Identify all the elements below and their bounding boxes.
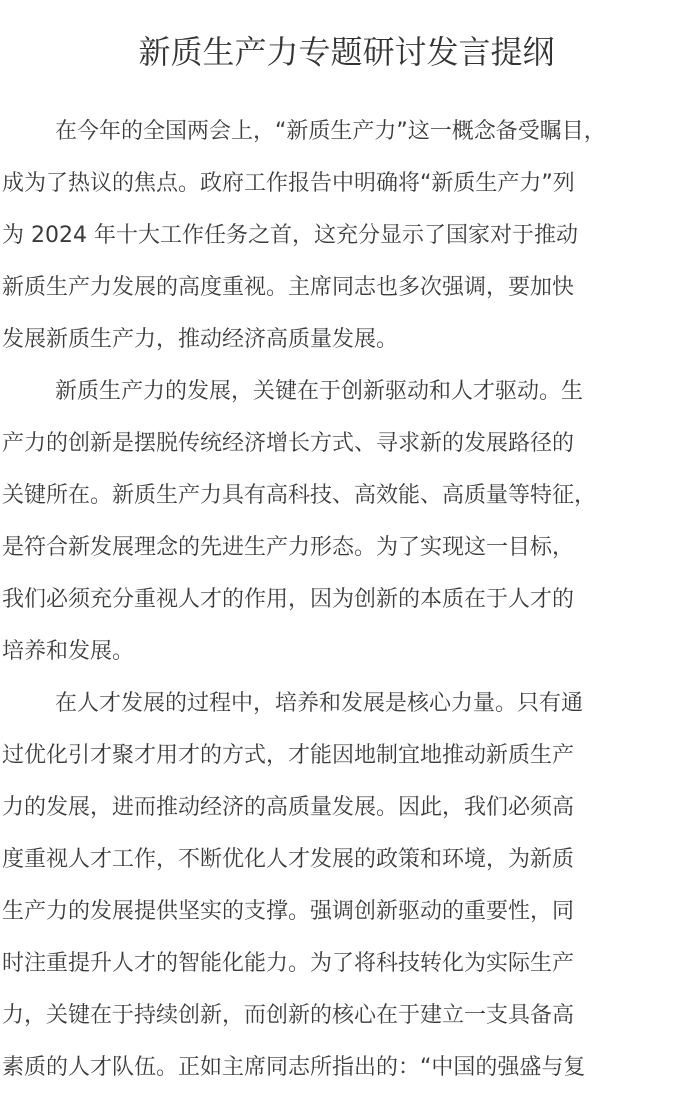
paragraph-line: 是符合新发展理念的先进生产力形态。为了实现这一目标， <box>2 535 575 560</box>
paragraph-3 <box>2 678 693 1094</box>
paragraph-line: 素质的人才队伍。正如主席同志所指出的：“中国的强盛与复 <box>2 1055 586 1080</box>
paragraph-line: 新质生产力的发展，关键在于创新驱动和人才驱动。生 <box>55 379 584 404</box>
paragraph-line: 过优化引才聚才用才的方式，才能因地制宜地推动新质生产 <box>2 743 575 768</box>
paragraph-line: 生产力的发展提供坚实的支撑。强调创新驱动的重要性，同 <box>2 899 575 924</box>
paragraph-line: 为 2024 年十大工作任务之首，这充分显示了国家对于推动 <box>2 223 578 248</box>
paragraph-line: 我们必须充分重视人才的作用，因为创新的本质在于人才的 <box>2 587 575 612</box>
paragraph-line: 时注重提升人才的智能化能力。为了将科技转化为实际生产 <box>2 951 575 976</box>
paragraph-line: 发展新质生产力，推动经济高质量发展。 <box>2 327 399 352</box>
paragraph-line: 关键所在。新质生产力具有高科技、高效能、高质量等特征， <box>2 483 597 508</box>
paragraph-line: 度重视人才工作，不断优化人才发展的政策和环境，为新质 <box>2 847 575 872</box>
paragraph-2 <box>2 366 693 678</box>
paragraph-line: 成为了热议的焦点。政府工作报告中明确将“新质生产力”列 <box>2 171 575 196</box>
paragraph-line: 培养和发展。 <box>2 639 135 664</box>
document-body <box>2 106 693 1094</box>
document-title: 新质生产力专题研讨发言提纲 <box>138 33 555 71</box>
paragraph-line: 力，关键在于持续创新，而创新的核心在于建立一支具备高 <box>2 1003 575 1028</box>
paragraph-1 <box>2 106 693 366</box>
paragraph-line: 产力的创新是摆脱传统经济增长方式、寻求新的发展路径的 <box>2 431 575 456</box>
paragraph-line: 在今年的全国两会上，“新质生产力”这一概念备受瞩目， <box>55 119 606 144</box>
paragraph-line: 在人才发展的过程中，培养和发展是核心力量。只有通 <box>55 691 584 716</box>
paragraph-line: 力的发展，进而推动经济的高质量发展。因此，我们必须高 <box>2 795 575 820</box>
paragraph-line: 新质生产力发展的高度重视。主席同志也多次强调，要加快 <box>2 275 575 300</box>
